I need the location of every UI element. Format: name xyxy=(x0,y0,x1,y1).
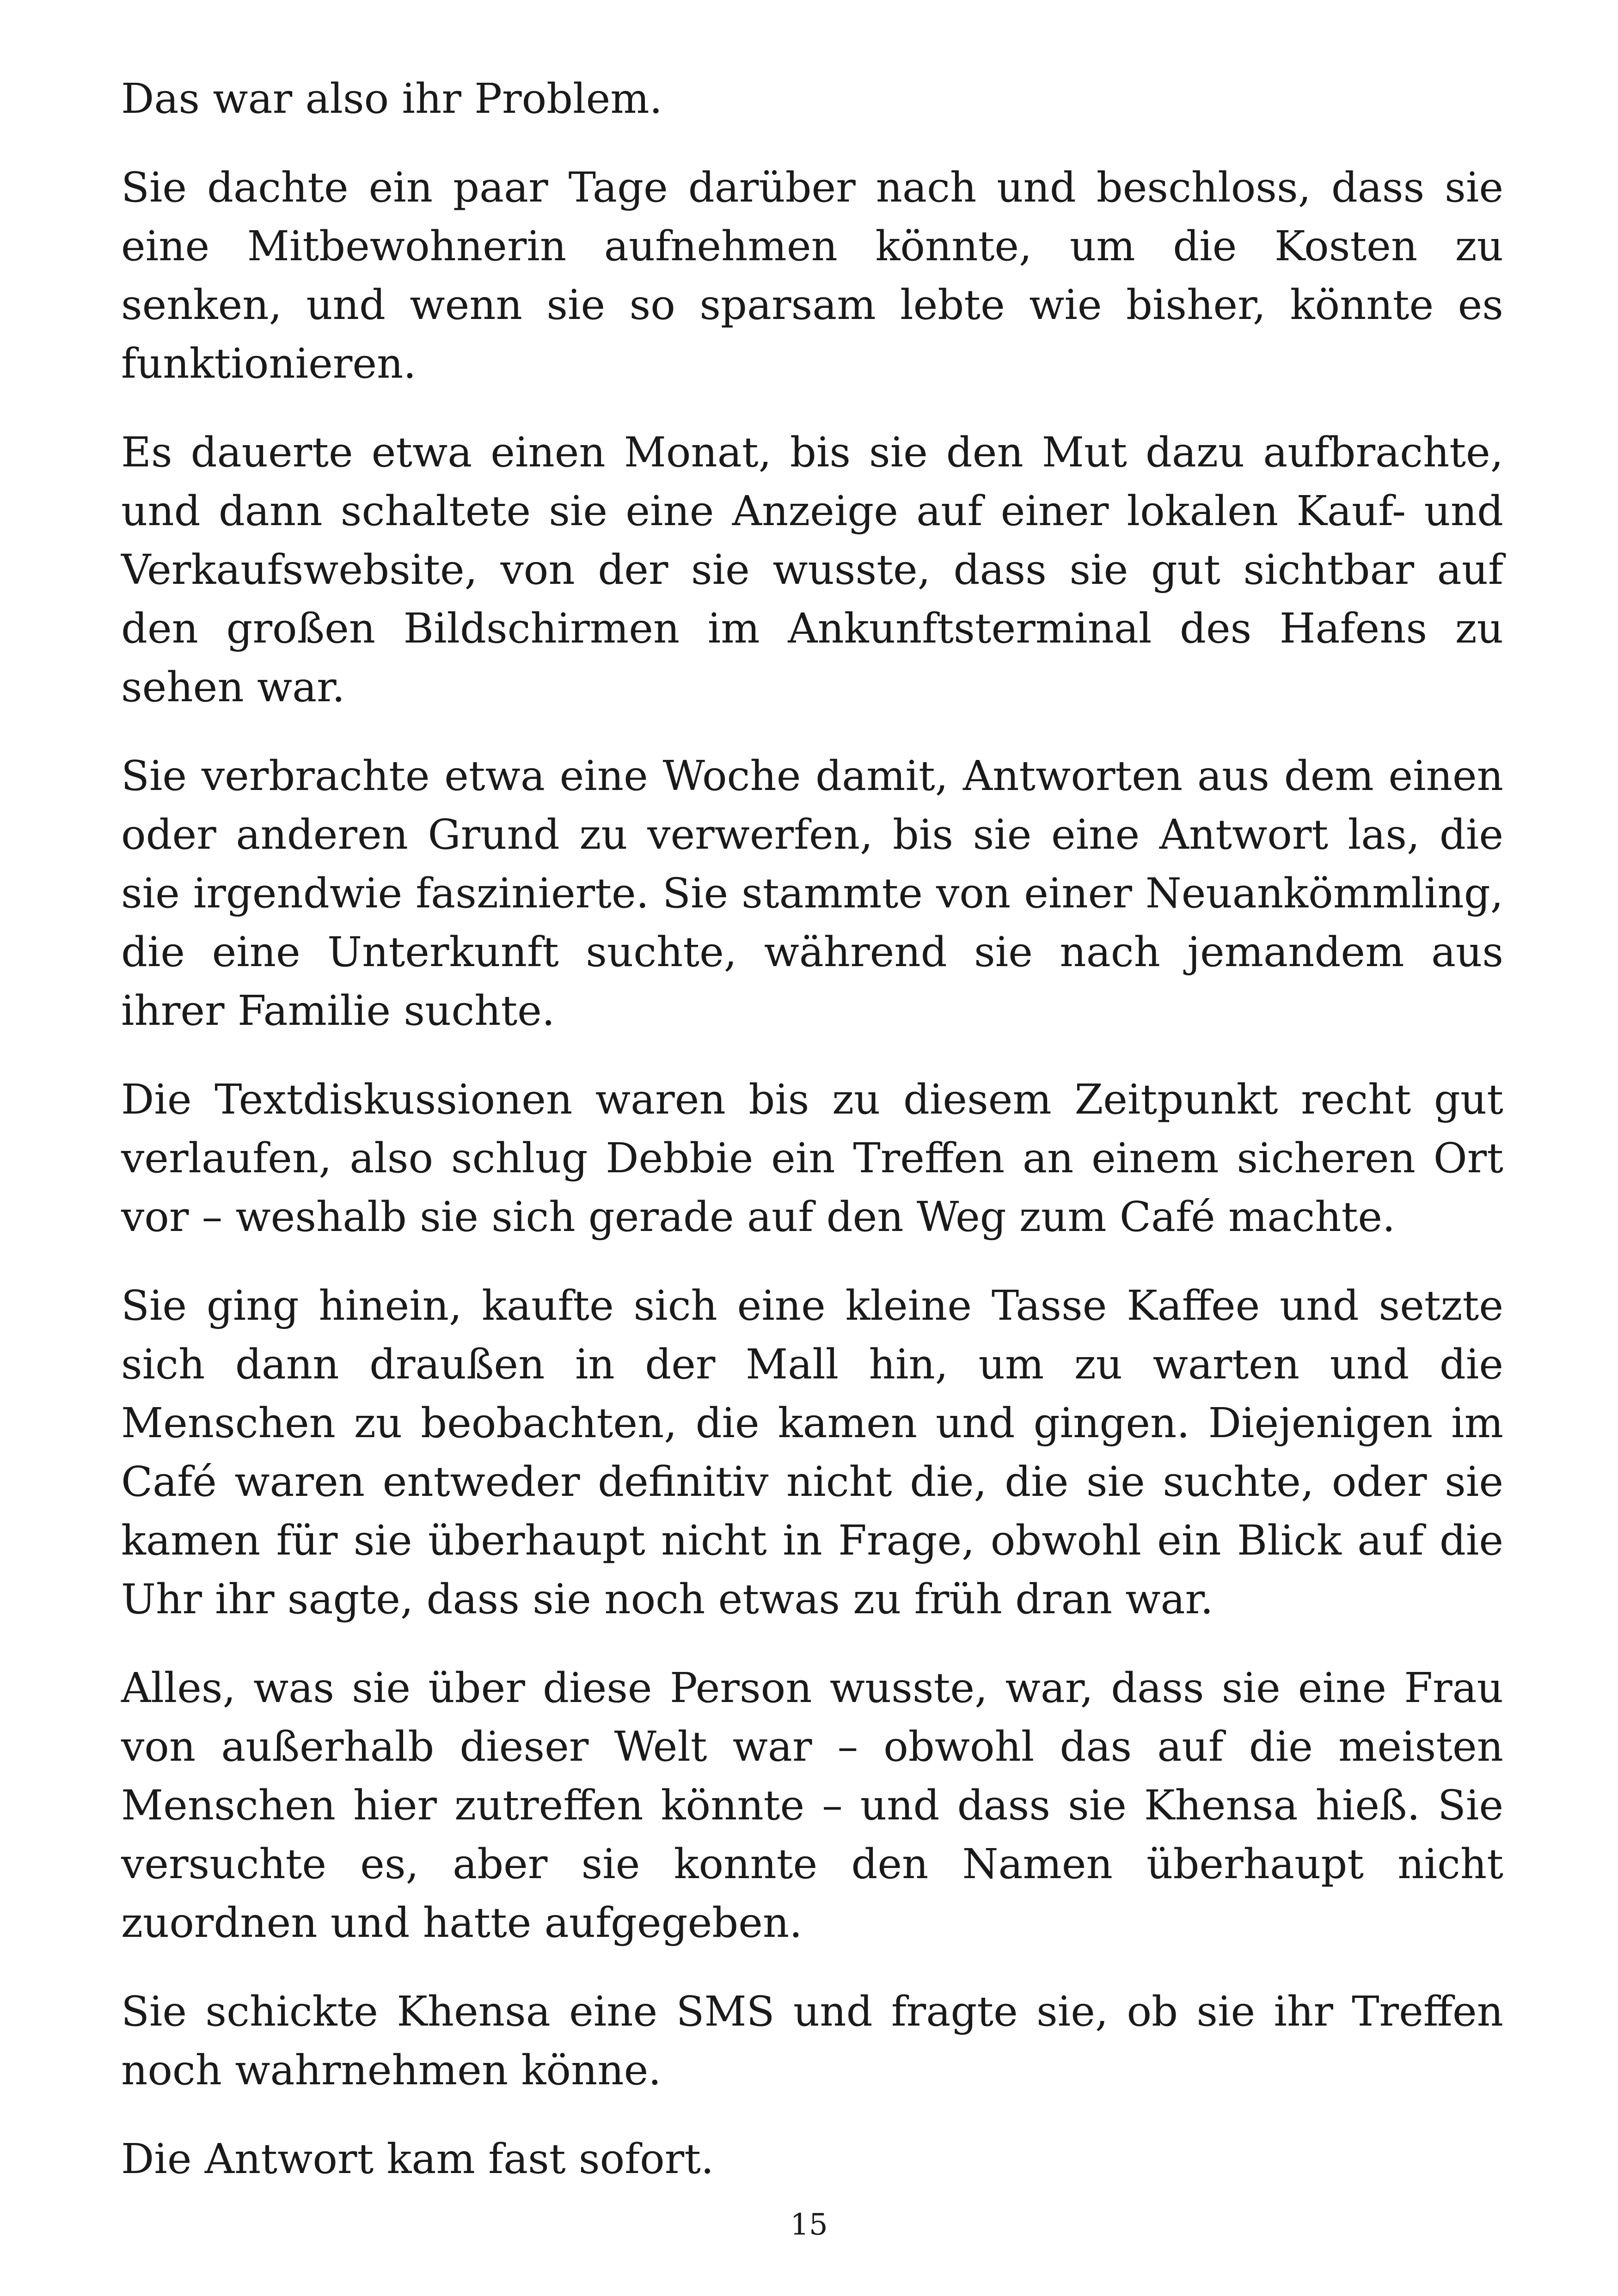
paragraph: Sie ging hinein, kaufte sich eine kleine Tasse Kaffee und setzte sich dann draußen in der Mall hin, um zu warten und die Menschen zu beobachten, die kamen und gingen. Diejenigen im Café waren entweder definitiv nicht die, die sie suchte, oder sie kamen für sie überhaupt nicht in Frage, obwohl ein Blick auf die Uhr ihr sagte, dass sie noch etwas zu früh dran war. xyxy=(121,1281,1503,1623)
paragraph: Das war also ihr Problem. xyxy=(121,74,662,122)
paragraph: Es dauerte etwa einen Monat, bis sie den Mut dazu aufbrachte, und dann schaltete sie eine Anzeige auf einer lokalen Kauf- und Verkaufswebsite, von der sie wusste, dass sie gut sichtbar auf den großen Bildschirmen im Ankunftsterminal des Hafens zu sehen war. xyxy=(121,428,1503,711)
page-number: 15 xyxy=(790,2208,828,2242)
paragraph: Sie dachte ein paar Tage darüber nach und beschloss, dass sie eine Mitbewohnerin aufnehmen könnte, um die Kosten zu senken, und wenn sie so sparsam lebte wie bisher, könnte es funktionieren. xyxy=(121,163,1503,387)
paragraph: Die Textdiskussionen waren bis zu diesem Zeitpunkt recht gut verlaufen, also schlug Debbie ein Treffen an einem sicheren Ort vor – weshalb sie sich gerade auf den Weg zum Café machte. xyxy=(121,1075,1503,1241)
body-text xyxy=(121,69,1503,2218)
paragraph: Die Antwort kam fast sofort. xyxy=(121,2135,714,2183)
paragraph: Sie verbrachte etwa eine Woche damit, Antworten aus dem einen oder anderen Grund zu verwerfen, bis sie eine Antwort las, die sie irgendwie faszinierte. Sie stammte von einer Neuankömmling, die eine Unterkunft suchte, während sie nach jemandem aus ihrer Familie suchte. xyxy=(121,752,1503,1035)
paragraph: Sie schickte Khensa eine SMS und fragte sie, ob sie ihr Treffen noch wahrnehmen könne. xyxy=(121,1987,1503,2094)
paragraph: Alles, was sie über diese Person wusste, war, dass sie eine Frau von außerhalb dieser Welt war – obwohl das auf die meisten Menschen hier zutreffen könnte – und dass sie Khensa hieß. Sie versuchte es, aber sie konnte den Namen überhaupt nicht zuordnen und hatte aufgegeben. xyxy=(121,1664,1503,1947)
